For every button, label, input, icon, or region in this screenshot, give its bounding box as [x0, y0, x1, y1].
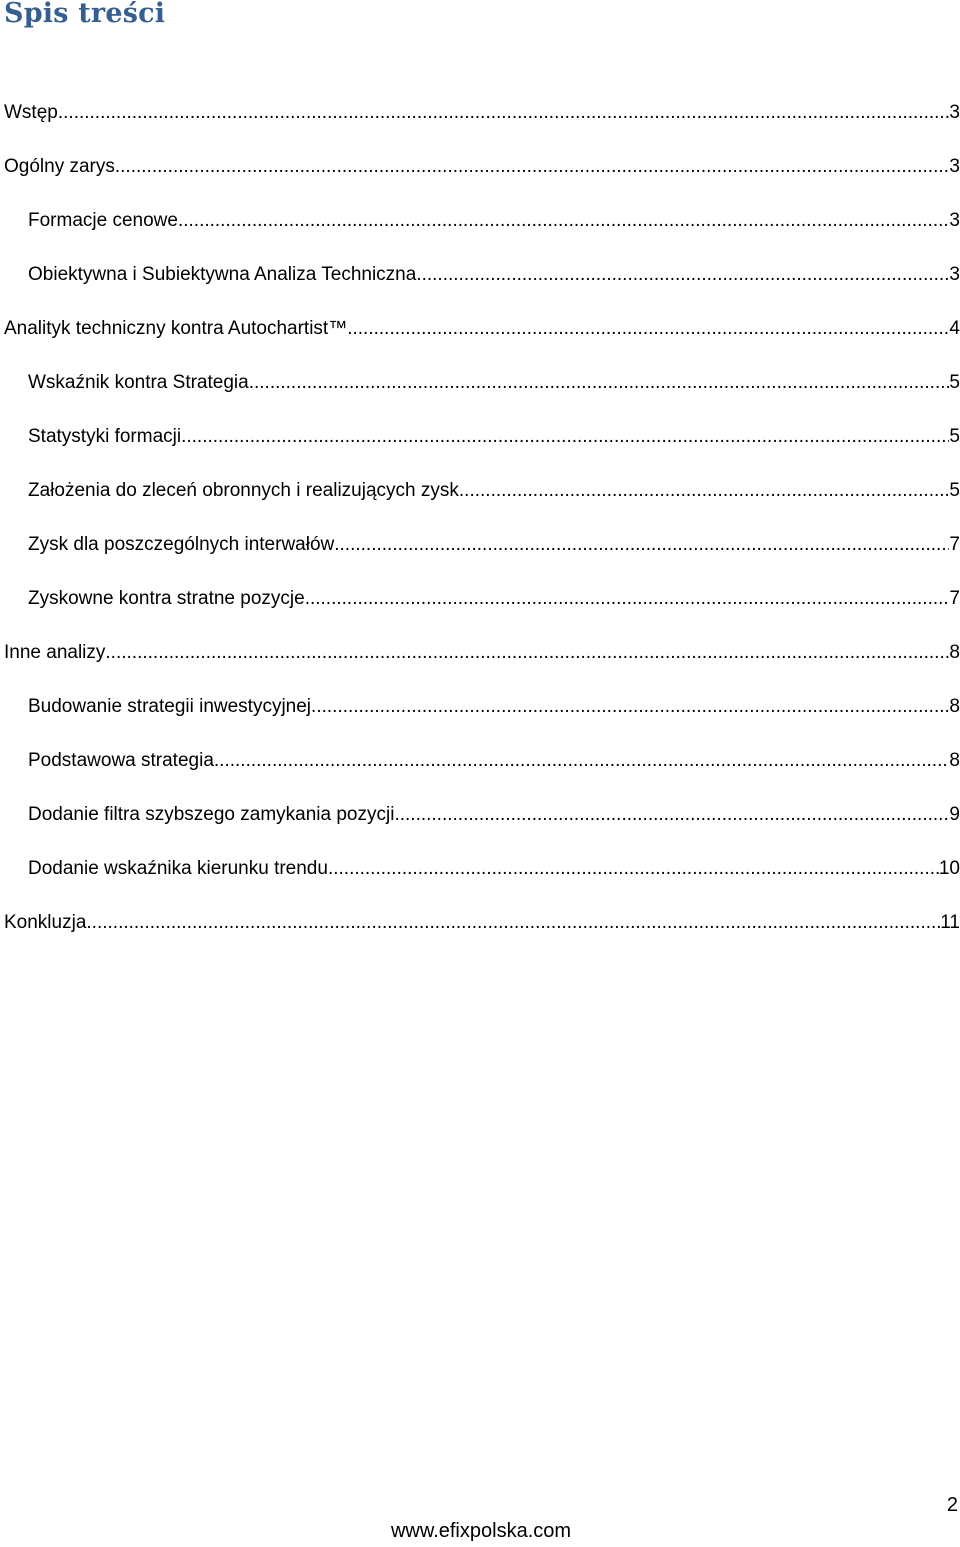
toc-entry-label: Podstawowa strategia [28, 750, 214, 771]
toc-entry-analityk-techniczny[interactable] [0, 302, 960, 356]
toc-entry-label: Dodanie filtra szybszego zamykania pozycji. [28, 804, 400, 825]
toc-entry-zyskowne-stratne[interactable] [0, 572, 960, 626]
toc-entry-label: Zysk dla poszczególnych interwałów [28, 534, 335, 555]
toc-entry-budowanie-strategii[interactable] [0, 680, 960, 734]
toc-entry-page: 3 [949, 210, 960, 231]
toc-dot-leader [334, 527, 949, 563]
toc-dot-leader [459, 473, 950, 509]
toc-title: Spis treści [4, 0, 166, 29]
toc-dot-leader [214, 743, 950, 779]
toc-entry-label: Obiektywna i Subiektywna Analiza Techniczna [28, 264, 417, 285]
toc-entry-page: 3 [949, 264, 960, 285]
toc-entry-page: 3 [949, 156, 960, 177]
toc-entry-page: 8 [949, 642, 960, 663]
toc-entry-page: 5 [949, 372, 960, 393]
toc-entry-page: 8 [949, 750, 960, 771]
toc-entry-wstep[interactable] [0, 86, 960, 140]
toc-entry-page: 11 [940, 912, 960, 933]
footer [0, 1520, 960, 1543]
toc-entry-label: Statystyki formacji [28, 426, 182, 447]
toc-dot-leader [305, 581, 950, 617]
toc-entry-label: Konkluzja [4, 912, 87, 933]
toc-entry-formacje-cenowe[interactable] [0, 194, 960, 248]
toc-dot-leader [181, 419, 949, 455]
toc-dot-leader [86, 905, 940, 941]
toc-entry-label: Inne analizy [4, 642, 106, 663]
toc-entry-page: 9 [949, 804, 960, 825]
toc-entry-label: Wstęp [4, 102, 58, 123]
toc-entry-inne-analizy[interactable] [0, 626, 960, 680]
toc-entry-page: 4 [949, 318, 960, 339]
toc-entry-label: Wskaźnik kontra Strategia [28, 372, 249, 393]
toc-dot-leader [416, 257, 949, 293]
toc-dot-leader [311, 689, 949, 725]
toc-entry-dodanie-filtra[interactable] [0, 788, 960, 842]
toc-entry-obiektywna-analiza[interactable] [0, 248, 960, 302]
toc-entry-label: Dodanie wskaźnika kierunku trendu. [28, 858, 334, 879]
toc-entry-label: Analityk techniczny kontra Autochartist™ [4, 318, 348, 339]
toc-entry-zalozenia-zlecen[interactable] [0, 464, 960, 518]
toc-entry-statystyki-formacji[interactable] [0, 410, 960, 464]
toc-entry-zysk-interwalow[interactable] [0, 518, 960, 572]
toc-dot-leader [105, 635, 949, 671]
toc-entry-dodanie-wskaznika[interactable] [0, 842, 960, 896]
toc-entry-label: Budowanie strategii inwestycyjnej [28, 696, 312, 717]
toc-entry-label: Formacje cenowe [28, 210, 178, 231]
toc-entry-label: Ogólny zarys [4, 156, 115, 177]
toc-entry-page: 5 [949, 480, 960, 501]
footer-url[interactable]: www.efixpolska.com [390, 1520, 572, 1542]
toc-entry-podstawowa-strategia[interactable] [0, 734, 960, 788]
toc-entry-label: Założenia do zleceń obronnych i realizujących zysk [28, 480, 459, 501]
toc-entry-page: 5 [949, 426, 960, 447]
toc-entry-wskaznik-kontra-strategia[interactable] [0, 356, 960, 410]
toc-dot-leader [249, 365, 950, 401]
toc-list [0, 86, 960, 950]
toc-dot-leader [347, 311, 949, 347]
page-number: 2 [946, 1494, 958, 1516]
toc-entry-page: 3 [949, 102, 960, 123]
toc-entry-page: 7 [949, 588, 960, 609]
toc-dot-leader [115, 149, 950, 185]
toc-entry-page: 10 [938, 858, 960, 879]
toc-dot-leader [178, 203, 949, 239]
toc-entry-page: 7 [949, 534, 960, 555]
toc-entry-ogolny-zarys[interactable] [0, 140, 960, 194]
toc-dot-leader [58, 95, 950, 131]
toc-entry-label: Zyskowne kontra stratne pozycje [28, 588, 305, 609]
toc-entry-page: 8 [949, 696, 960, 717]
toc-entry-konkluzja[interactable] [0, 896, 960, 950]
toc-dot-leader [400, 797, 950, 833]
toc-dot-leader [333, 851, 939, 887]
